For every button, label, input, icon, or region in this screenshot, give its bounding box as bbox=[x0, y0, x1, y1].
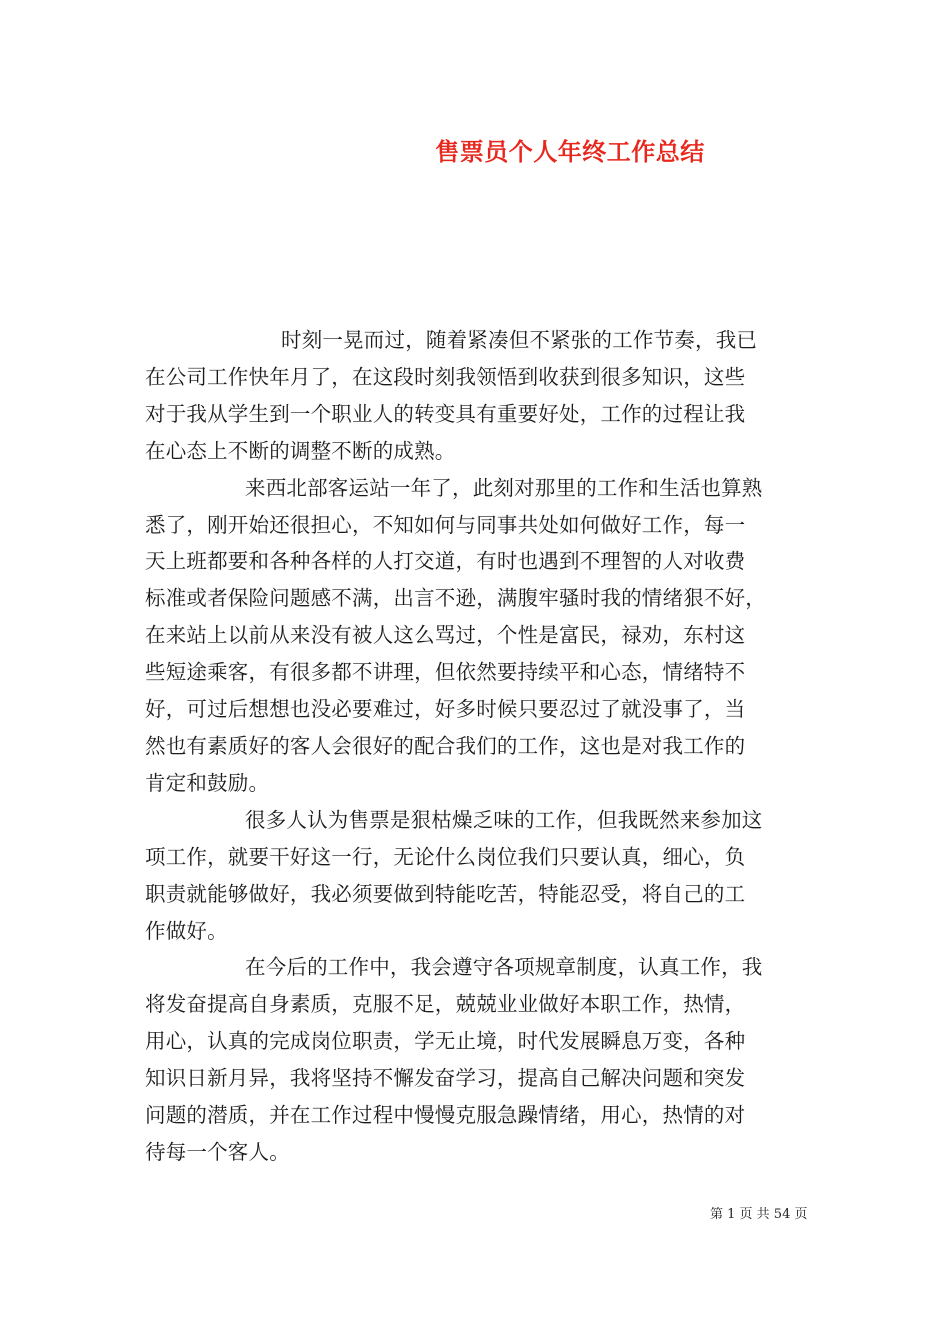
paragraph-4 bbox=[145, 949, 807, 1170]
text-line: 在今后的工作中，我会遵守各项规章制度，认真工作，我 bbox=[245, 955, 763, 980]
text-line: 悉了，刚开始还很担心，不知如何与同事共处如何做好工作，每一 bbox=[145, 512, 746, 537]
document-title: 售票员个人年终工作总结 bbox=[435, 137, 705, 166]
paragraph-3 bbox=[145, 802, 807, 950]
text-line: 项工作，就要干好这一行，无论什么岗位我们只要认真，细心，负 bbox=[145, 844, 746, 869]
text-line: 来西北部客运站一年了，此刻对那里的工作和生活也算熟 bbox=[245, 475, 763, 500]
text-line: 很多人认为售票是狠枯燥乏味的工作，但我既然来参加这 bbox=[245, 807, 763, 832]
text-line: 知识日新月异，我将坚持不懈发奋学习，提高自己解决问题和突发 bbox=[145, 1066, 746, 1091]
text-line: 问题的潜质，并在工作过程中慢慢克服急躁情绪，用心，热情的对 bbox=[145, 1103, 746, 1128]
text-line: 在来站上以前从来没有被人这么骂过，个性是富民，禄劝，东村这 bbox=[145, 623, 746, 648]
paragraph-1 bbox=[145, 322, 807, 470]
text-line: 些短途乘客，有很多都不讲理，但依然要持续平和心态，情绪特不 bbox=[145, 660, 746, 685]
text-line: 在公司工作快年月了，在这段时刻我领悟到收获到很多知识，这些 bbox=[145, 364, 746, 389]
page-number-footer: 第 1 页 共 54 页 bbox=[710, 1207, 808, 1222]
text-line: 在心态上不断的调整不断的成熟。 bbox=[145, 438, 456, 463]
text-line: 肯定和鼓励。 bbox=[145, 770, 270, 795]
text-line: 作做好。 bbox=[145, 918, 228, 943]
text-line: 时刻一晃而过，随着紧凑但不紧张的工作节奏，我已 bbox=[281, 328, 758, 352]
text-line: 待每一个客人。 bbox=[145, 1139, 290, 1164]
document-body bbox=[145, 322, 807, 1171]
text-line: 标准或者保险问题感不满，出言不逊，满腹牢骚时我的情绪狠不好， bbox=[145, 586, 766, 611]
text-line: 然也有素质好的客人会很好的配合我们的工作，这也是对我工作的 bbox=[145, 733, 746, 758]
text-line: 对于我从学生到一个职业人的转变具有重要好处，工作的过程让我 bbox=[145, 401, 746, 426]
text-line: 职责就能够做好，我必须要做到特能吃苦，特能忍受，将自己的工 bbox=[145, 881, 746, 906]
text-line: 天上班都要和各种各样的人打交道，有时也遇到不理智的人对收费 bbox=[145, 549, 746, 574]
text-line: 用心，认真的完成岗位职责，学无止境，时代发展瞬息万变，各种 bbox=[145, 1029, 746, 1054]
paragraph-2 bbox=[145, 470, 807, 802]
text-line: 好，可过后想想也没必要难过，好多时候只要忍过了就没事了，当 bbox=[145, 697, 746, 722]
text-line: 将发奋提高自身素质，克服不足，兢兢业业做好本职工作，热情， bbox=[145, 992, 746, 1017]
